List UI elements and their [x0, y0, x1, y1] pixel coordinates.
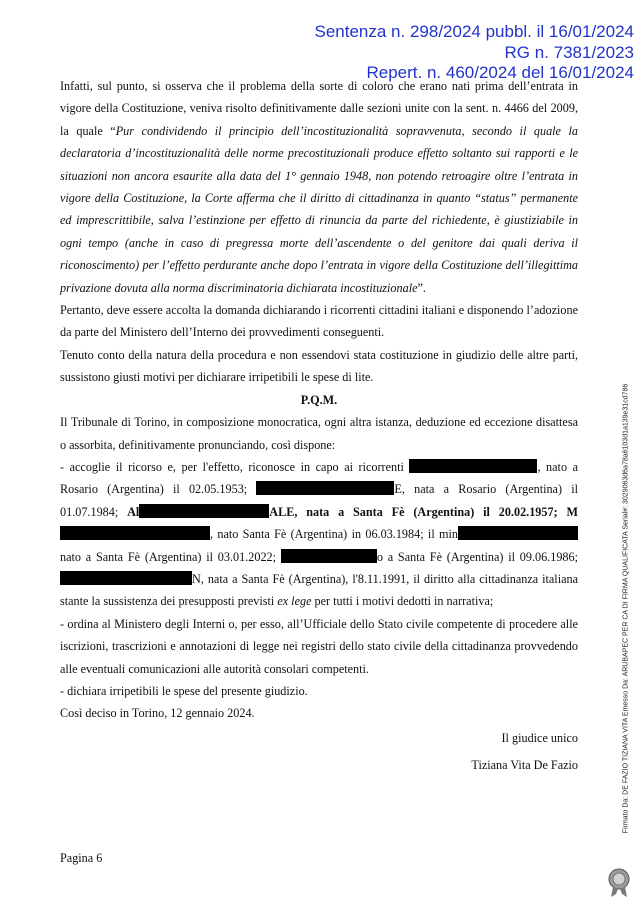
quote: Pur condividendo il principio dell’incostituzionalità sopravvenuta, secondo il quale la declaratoria d’incostituzionalità delle norme precostituzionali produce effetto soltanto sui rapporti e le situazioni non ancora esaurite alla data del 1° gennaio 1948, non potendo retroagire oltre l’entrata in vigore della Costituzione, la Corte afferma che il diritto di cittadinanza in quanto “status” permanente ed imprescrittibile, salva l’estinzione per effetto di rinuncia da parte del richiedente, è giustiziabile in ogni tempo (anche in caso di pregressa morte dell’ascendente o del genitore dai quali deriva il riconoscimento) per l’effetto perdurante anche dopo l’entrata in vigore della Costituzione dell’illegittima privazione dovuta alla norma discriminatoria dichiarata incostituzionale [60, 123, 578, 295]
page-number: Pagina 6 [60, 851, 103, 865]
paragraph-tribunale: Il Tribunale di Torino, in composizione monocratica, ogni altra istanza, deduzione ed eccezione disattesa o assorbita, definitivamente pronunciando, così dispone: [60, 415, 578, 452]
redaction [281, 549, 377, 563]
paragraph-accoglie: - accoglie il ricorso e, per l'effetto, riconosce in capo ai ricorrenti , nato a Rosario (Argentina) il 02.05.1953; E, nata a Rosario (Argentina) il 01.07.1984; Al ALE, nata a Santa Fè (Argentina) il 20.02.1957; M, nato Santa Fè (Argentina) in 06.03.1984; il min nato a Santa Fè (Argentina) il 03.01.2022; o a Santa Fè (Argentina) il 09.06.1986; N, nata a Santa Fè (Argentina), l'8.11.1991, il diritto alla cittadinanza italiana stante la sussistenza dei presupposti previsti ex lege per tutti i motivi dedotti in narrativa; [60, 459, 579, 609]
redaction [139, 504, 269, 518]
signature-info: Firmato Da: DE FAZIO TIZIANA VITA Emesso Da: ARUBAPEC PER CA DI FIRMA QUALIFICATA Serial#: 3029063d6a78a6103d1a139e31cd786 [622, 383, 630, 834]
paragraph-accolta: Pertanto, deve essere accolta la domanda dichiarando i ricorrenti cittadini italiani e disponendo l’adozione da parte del Ministero dell’Interno dei provvedimenti conseguenti. [60, 303, 578, 340]
digital-signature-sidebar [611, 370, 631, 860]
signature-name: Tiziana Vita De Fazio [471, 758, 578, 773]
rg-stamp: RG n. 7381/2023 [504, 43, 634, 62]
redaction [60, 571, 192, 585]
repert-stamp: Repert. n. 460/2024 del 16/01/2024 [366, 63, 634, 82]
redaction [409, 459, 537, 473]
paragraph-deciso: Così deciso in Torino, 12 gennaio 2024. [60, 706, 255, 721]
document-body [60, 75, 578, 777]
redaction [256, 481, 394, 495]
pqm-heading: P.Q.M. [300, 392, 338, 407]
redaction [60, 526, 210, 540]
seal-icon [603, 866, 635, 898]
redaction [458, 526, 578, 540]
paragraph-irripetibili: - dichiara irripetibili le spese del presente giudizio. [60, 683, 308, 698]
paragraph-intro: Infatti, sul punto, si osserva che il problema della sorte di coloro che erano nati prima dell’entrata in vigore della Costituzione, veniva risolto definitivamente dalle sezioni unite con la sent. n. 4466 del 2009, la quale “Pur condividendo il principio dell’incostituzionalità sopravvenuta, secondo il quale la declaratoria d’incostituzionalità delle norme precostituzionali produce effetto soltanto sui rapporti e le situazioni non ancora esaurite alla data del 1° gennaio 1948, non potendo retroagire oltre l’entrata in vigore della Costituzione, la Corte afferma che il diritto di cittadinanza in quanto “status” permanente ed imprescrittibile, salva l’estinzione per effetto di rinuncia da parte del richiedente, è giustiziabile in ogni tempo (anche in caso di pregressa morte dell’ascendente o del genitore dai quali deriva il riconoscimento) per l’effetto perdurante anche dopo l’entrata in vigore della Costituzione dell’illegittima privazione dovuta alla norma discriminatoria dichiarata incostituzionale”. [60, 79, 578, 295]
sentenza-stamp: Sentenza n. 298/2024 pubbl. il 16/01/2024 [314, 22, 634, 41]
paragraph-ordina: - ordina al Ministero degli Interni o, per esso, all’Ufficiale dello Stato civile competente di procedere alle iscrizioni, trascrizioni e annotazioni di legge nei registri dello stato civile della cittadinanza provvedendo alle eventuali comunicazioni alle autorità consolari competenti. [60, 616, 578, 676]
signature-title: Il giudice unico [501, 730, 578, 745]
paragraph-spese: Tenuto conto della natura della procedura e non essendovi stata costituzione in giudizio delle altre parti, sussistono giusti motivi per dichiarare irripetibili le spese di lite. [60, 347, 578, 385]
